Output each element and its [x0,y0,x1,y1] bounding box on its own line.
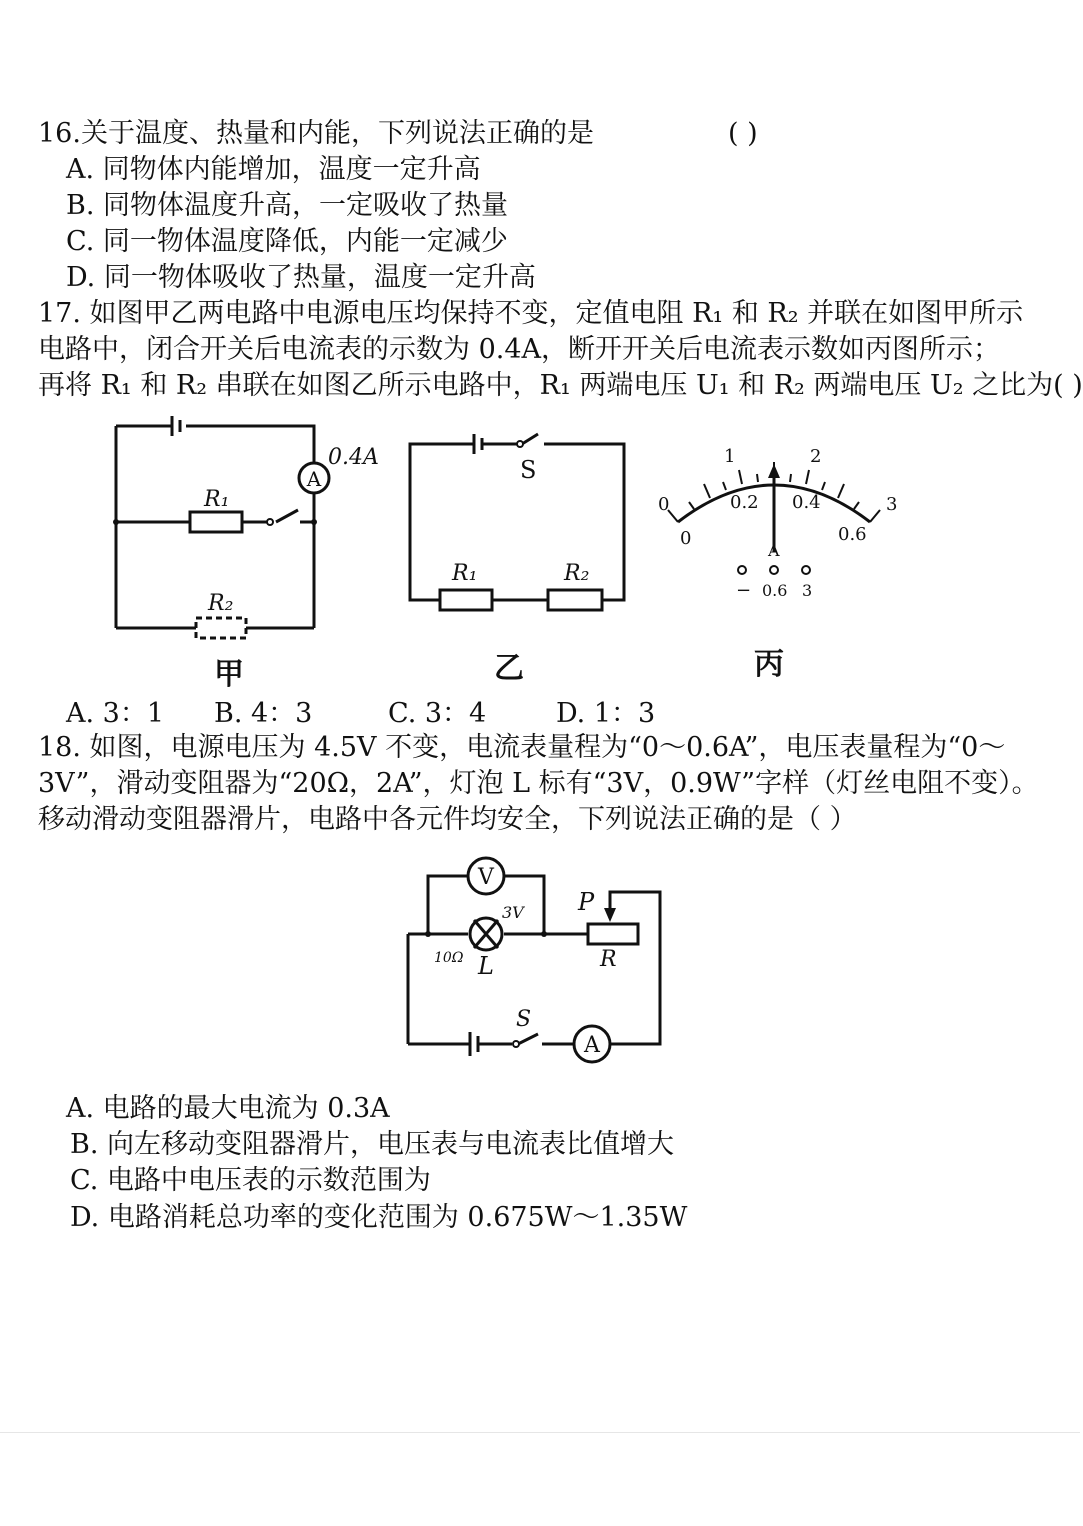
bing-bottom-tick-1: 0.2 [730,492,759,513]
figure-bing-ammeter-dial [648,440,908,688]
yi-switch-label: S [520,456,537,484]
q16-option-a: A. 同物体内能增加，温度一定升高 [66,154,481,185]
bing-top-tick-0: 0 [658,494,670,515]
q16-stem: 16.关于温度、热量和内能，下列说法正确的是 [38,118,594,149]
q17-option-b: B. 4：3 [214,698,313,729]
q17-option-a: A. 3：1 [66,698,165,729]
yi-caption: 乙 [494,651,524,686]
q18-switch-label: S [516,1007,532,1032]
q18-option-d: D. 电路消耗总功率的变化范围为 0.675W～1.35W [70,1202,688,1233]
q18-stem-line-2: 3V”，滑动变阻器为“20Ω，2A”，灯泡 L 标有“3V，0.9W”字样（灯丝电阻不变）。 [38,768,1039,799]
q18-voltmeter-label: V [478,865,494,890]
yi-r1-label: R₁ [452,561,478,586]
q17-stem-line-2: 电路中，闭合开关后电流表的示数为 0.4A，断开开关后电流表示数如丙图所示； [38,334,1001,365]
q18-option-c: C. 电路中电压表的示数范围为 [70,1165,431,1196]
bing-terminal-negative: − [736,580,752,601]
yi-r2-label: R₂ [564,561,590,586]
bing-terminal-0.6: 0.6 [762,581,788,600]
q17-option-c: C. 3：4 [388,698,487,729]
jia-reading-note: 0.4A [328,445,379,470]
bing-caption: 丙 [754,647,784,682]
figure-jia-circuit [100,412,379,697]
jia-ammeter-label: A [306,467,322,491]
q18-left-note: 10Ω [434,950,464,966]
jia-caption: 甲 [214,657,244,692]
bing-bottom-tick-0: 0 [680,528,692,549]
q18-lamp-label: L [478,952,494,980]
bing-bottom-tick-2: 0.4 [792,492,821,513]
q16-option-c: C. 同一物体温度降低，内能一定减少 [66,226,508,257]
page-divider [0,1432,1080,1433]
q18-stem-line-1: 18. 如图，电源电压为 4.5V 不变，电流表量程为“0～0.6A”，电压表量程为“0～ [38,732,1006,763]
jia-r1-label: R₁ [204,487,230,512]
q18-rheostat-label: R [600,947,617,972]
q16-answer-bracket: ( ) [728,118,758,149]
q18-option-b: B. 向左移动变阻器滑片，电压表与电流表比值增大 [70,1129,675,1160]
bing-unit-label: A [768,541,780,560]
q18-ammeter-label: A [584,1033,600,1058]
q17-option-d: D. 1：3 [556,698,656,729]
q18-option-a: A. 电路的最大电流为 0.3A [66,1093,390,1124]
bing-top-tick-3: 3 [886,494,898,515]
bing-top-tick-1: 1 [724,446,736,467]
q18-stem-line-3: 移动滑动变阻器滑片，电路中各元件均安全，下列说法正确的是（ ） [38,804,857,835]
q18-circuit [398,848,678,1073]
q17-stem-line-3: 再将 R₁ 和 R₂ 串联在如图乙所示电路中，R₁ 两端电压 U₁ 和 R₂ 两端电压 U₂ 之比为( ) [38,370,1083,401]
bing-top-tick-2: 2 [810,446,822,467]
figure-yi-circuit [398,422,638,697]
q16-option-b: B. 同物体温度升高，一定吸收了热量 [66,190,509,221]
jia-r2-label: R₂ [208,591,234,616]
bing-bottom-tick-3: 0.6 [838,524,867,545]
bing-terminal-3: 3 [802,581,813,600]
q17-stem-line-1: 17. 如图甲乙两电路中电源电压均保持不变，定值电阻 R₁ 和 R₂ 并联在如图甲所示 [38,298,1024,329]
q18-lamp-note: 3V [502,903,524,922]
q18-slider-label: P [578,888,595,916]
q16-option-d: D. 同一物体吸收了热量，温度一定升高 [66,262,536,293]
